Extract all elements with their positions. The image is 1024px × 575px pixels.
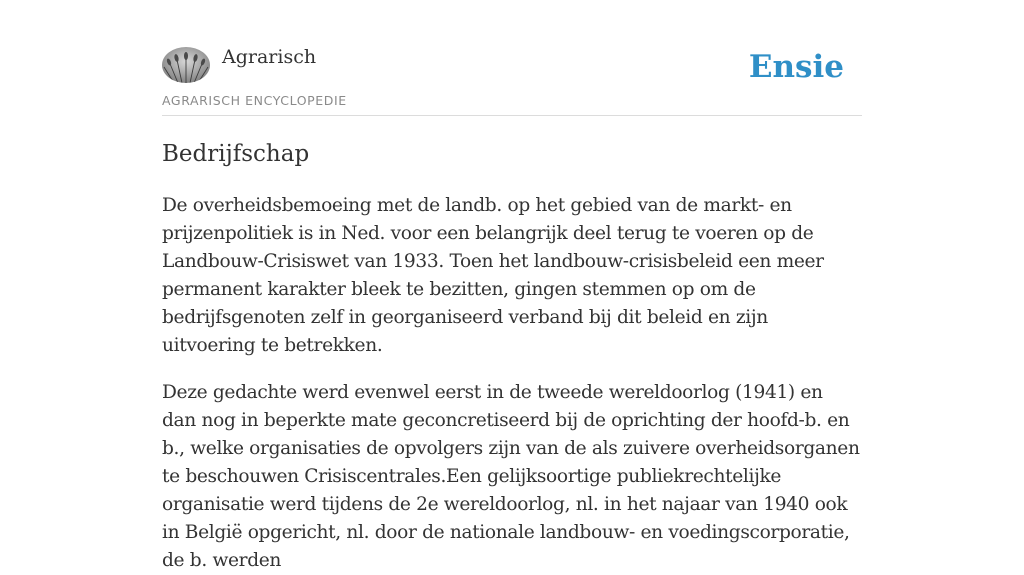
site-subtitle: AGRARISCH ENCYCLOPEDIE [162,93,347,108]
wheat-icon[interactable] [162,47,210,83]
site-header [162,40,862,116]
article-title: Bedrijfschap [162,141,310,167]
brand-logo[interactable]: Ensie [748,49,844,85]
article-paragraph: Deze gedachte werd evenwel eerst in de tweede wereldoorlog (1941) en dan nog in beperkte mate geconcretiseerd bij de oprichting der hoofd-b. en b., welke organisaties de opvolgers zijn van de als zuivere overheidsorganen te beschouwen Crisiscentrales.Een gelijksoortige publiekrechtelijke organisatie werd tijdens de 2e wereldoorlog, nl. in het najaar van 1940 ook in België opgericht, nl. door de nationale landbouw- en voedingscorporatie, de b. werden [162,382,860,571]
site-name[interactable]: Agrarisch [222,46,317,68]
article [162,136,862,575]
article-paragraph: De overheidsbemoeing met de landb. op het gebied van de markt- en prijzenpolitiek is in Ned. voor een belangrijk deel terug te voeren op de Landbouw-Crisiswet van 1933. Toen het landbouw-crisisbeleid een meer permanent karakter bleek te bezitten, gingen stemmen op om de bedrijfsgenoten zelf in georganiseerd verband bij dit beleid en zijn uitvoering te betrekken. [162,195,824,356]
